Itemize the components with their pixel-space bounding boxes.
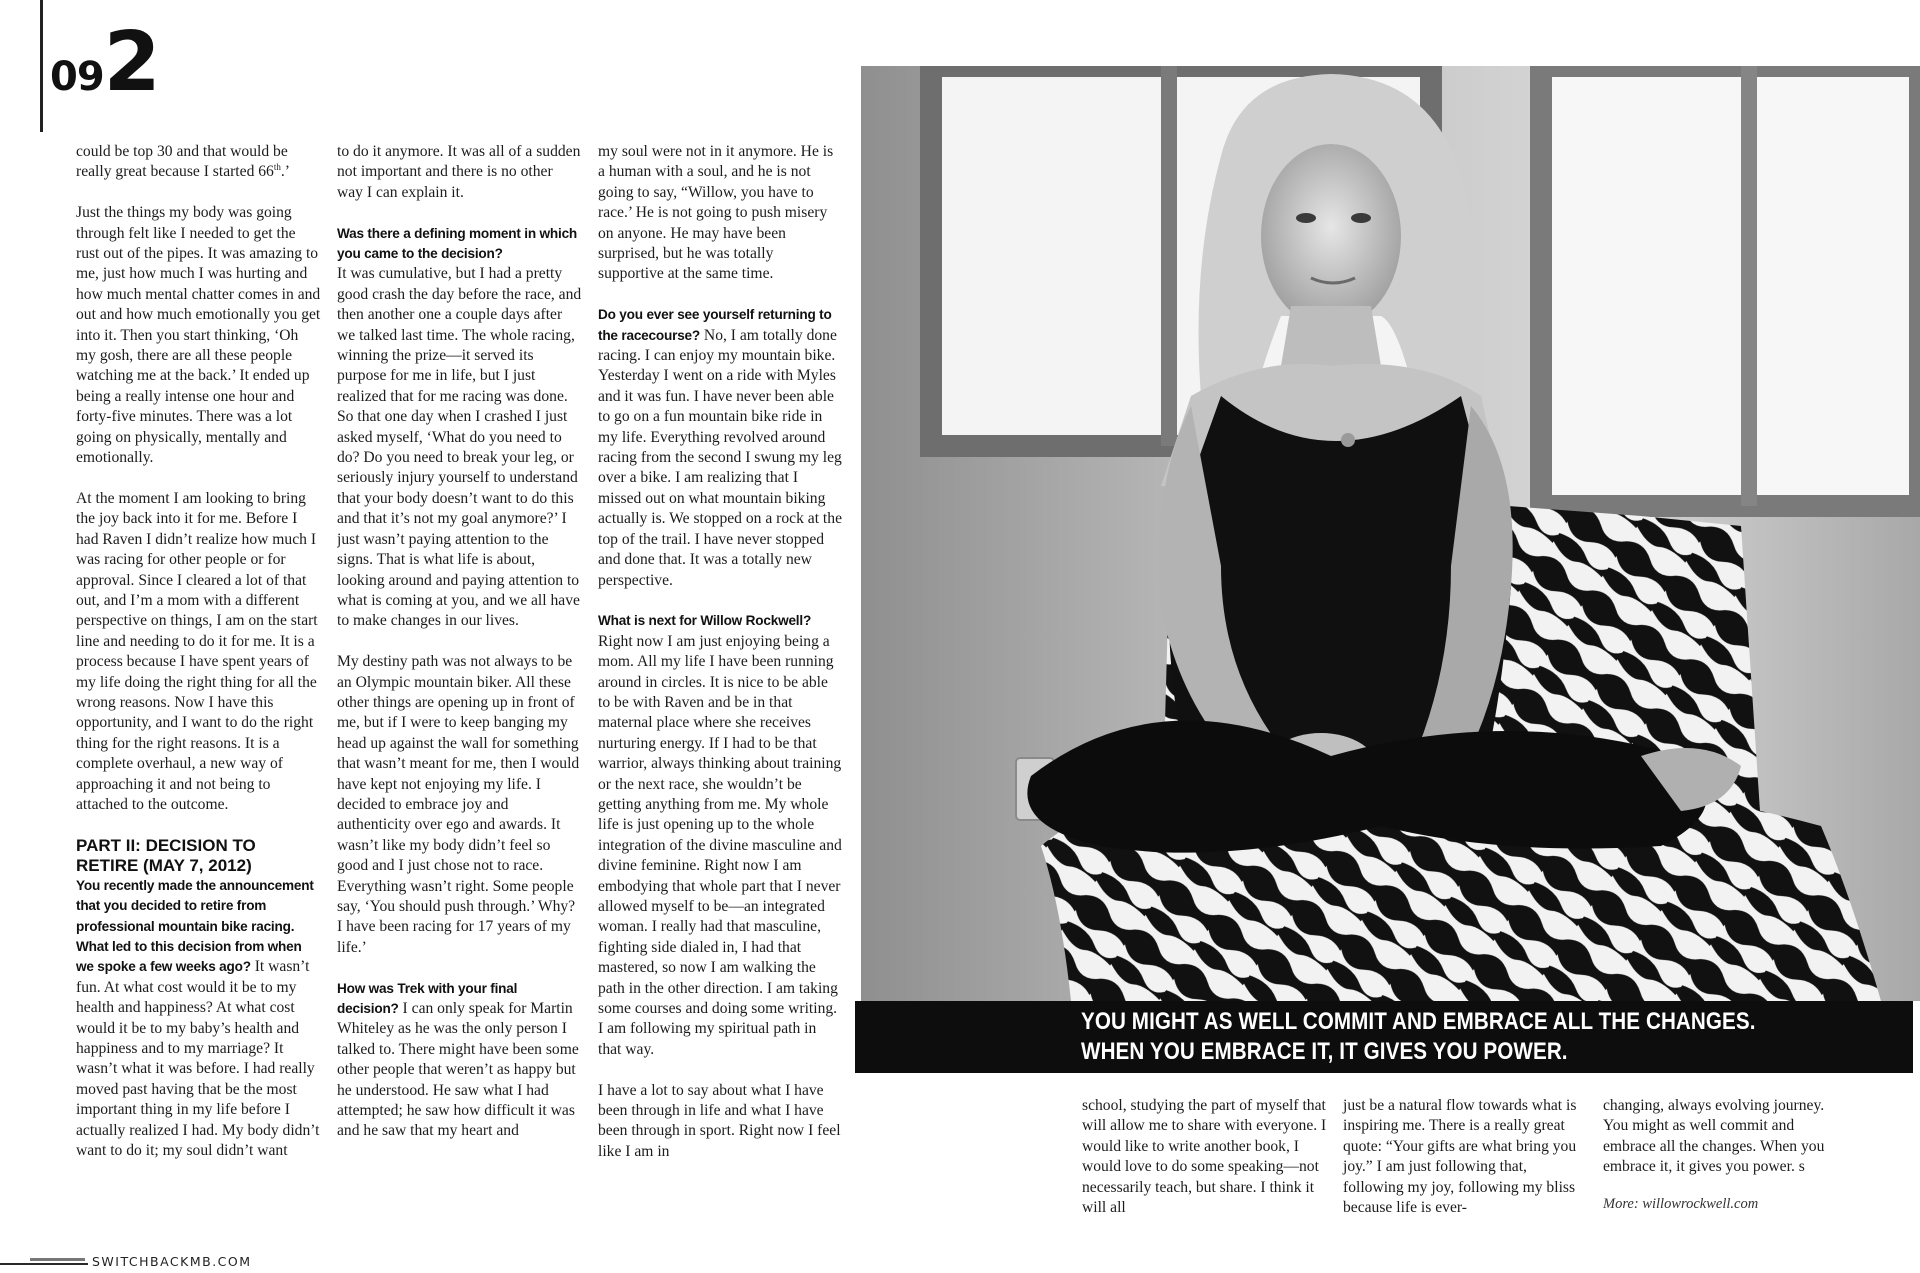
footer-rule	[0, 1263, 88, 1265]
question: What is next for Willow Rockwell?	[598, 613, 812, 629]
article-column-2	[337, 142, 582, 1222]
pendant	[1341, 433, 1355, 447]
page-number-rule	[40, 0, 43, 132]
portrait-illustration	[861, 66, 1920, 1001]
page-number-digit: 2	[103, 15, 158, 110]
qa-block	[598, 611, 843, 1060]
article-column-1	[76, 142, 321, 1222]
question: How was Trek with your final decision?	[337, 980, 518, 1017]
paragraph: I have a lot to say about what I have been through in life and what I have been through in sport. Right now I feel like I am in	[598, 1081, 841, 1160]
paragraph: My destiny path was not always to be an Olympic mountain biker. All these other things are opening up in front of me, but if I were to keep banging my head up against the wall for something that wasn’t meant for me, then I would have kept not enjoying my life. I decided to embrace joy and authenticity over ego and awards. It wasn’t like my body didn’t feel so good and I just chose not to race. Everything wasn’t right. Some people say, ‘You should push through.’ Why? I have been racing for 17 years of my life.’	[337, 653, 580, 956]
answer: Right now I am just enjoying being a mom. All my life I have been running around in circles. It is nice to be able to be with Raven and be in that maternal place where she receives nurturing energy. If I had to be that warrior, always thinking about training or the next race, she wouldn’t be getting anything from me. My whole life is just opening up to the whole integration of the divine masculine and divine feminine. Right now I am embodying that whole part that I never allowed myself to be—an integrated woman. I really had that masculine, fighting side dialed in, I had that mastered, so now I am walking the path in the other direction. I am taking some courses and doing some writing. I am following my spiritual path in that way.	[598, 632, 842, 1058]
qa-block	[598, 305, 843, 591]
pull-quote-line-1: YOU MIGHT AS WELL COMMIT AND EMBRACE ALL THE CHANGES.	[1081, 1008, 1756, 1035]
question: Do you ever see yourself returning to the racecourse?	[598, 307, 832, 343]
footer	[0, 1255, 260, 1269]
pull-quote-line-2: WHEN YOU EMBRACE IT, IT GIVES YOU POWER.	[1081, 1038, 1568, 1065]
paragraph: to do it anymore. It was all of a sudden not important and there is no other way I can explain it.	[337, 143, 581, 201]
section-heading: PART II: DECISION TO RETIRE (MAY 7, 2012)	[76, 835, 256, 875]
answer: No, I am totally done racing. I can enjoy my mountain bike. Yesterday I went on a ride with Myles and it was fun. I have never been able to go on a fun mountain bike ride in my life. Everything revolved around racing from the second I swung my leg over a bike. I am realizing that I missed out on what mountain biking actually is. We stopped on a rock at the top of the trail. I have never stopped and done that. It was a totally new perspective.	[598, 326, 842, 589]
window-right	[1541, 66, 1920, 506]
article-column-3	[598, 142, 843, 1222]
answer: It was cumulative, but I had a pretty good crash the day before the race, and then another one a couple days after we talked last time. The whole racing, winning the prize—it served its purpose for me in life, but I just realized that for me racing was done. So that one day when I crashed I just asked myself, ‘What do you need to do? Do you need to break your leg, or seriously injury yourself to understand that your body doesn’t want to do this and that it’s not my goal anymore?’ I just wasn’t paying attention to the signs. That is what life is about, looking around and paying attention to what is coming at you, and we all have to make changes in our lives.	[337, 265, 582, 630]
page-number	[50, 15, 158, 110]
qa-block	[337, 979, 582, 1142]
bottom-column-2: just be a natural flow towards what is inspiring me. There is a really great quote: “Your gifts are what bring you joy.” I am just following that, following my joy, following my bliss because life is ever-	[1343, 1097, 1577, 1217]
question: Was there a defining moment in which you came to the decision?	[337, 225, 578, 262]
end-mark: s	[1798, 1158, 1805, 1176]
answer: It wasn’t fun. At what cost would it be to my health and happiness? At what cost would it be to my baby’s health and happiness and to my marriage? It wasn’t what it was before. I had really moved past having that be the most important thing in my life before I actually realized I had. My body didn’t want to do it; my soul didn’t want	[76, 958, 320, 1160]
footer-site-name: SWITCHBACKMB.COM	[92, 1254, 252, 1269]
page-number-prefix: 09	[50, 54, 104, 100]
footer-rule-accent	[30, 1258, 85, 1261]
pull-quote-band	[855, 1001, 1913, 1073]
more-link[interactable]: More: willowrockwell.com	[1603, 1195, 1759, 1212]
bottom-column-1: school, studying the part of myself that will allow me to share with everyone. I would like to write another book, I would love to do some speaking—not necessarily teach, but share. I think it will all	[1082, 1097, 1327, 1217]
portrait-photo	[861, 66, 1920, 1001]
paragraph: Just the things my body was going through felt like I needed to get the rust out of the pipes. It was amazing to me, just how much I was hurting and how much mental chatter comes in and out and how much emotionally you get into it. Then you start thinking, ‘Oh my gosh, there are all these people watching me at the back.’ It ended up being a really intense one hour and forty-five minutes. There was a lot going on physically, mentally and emotionally.	[76, 204, 321, 467]
face	[1261, 144, 1401, 328]
paragraph-text: could be top 30 and that would be really great because I started 66	[76, 143, 288, 181]
question: You recently made the announcement that you decided to retire from professional mountain bike racing. What led to this decision from when we spoke a few weeks ago?	[76, 877, 314, 975]
paragraph: At the moment I am looking to bring the joy back into it for me. Before I had Raven I didn’t realize how much I was racing for other people or for approval. Since I cleared a lot of that out, and I’m a mom with a different perspective on things, I am on the start line and needing to do it for me. It is a process because I have spent years of my life doing the right thing for all the wrong reasons. Now I have this opportunity, and I want to do the right thing for the right reasons. It is a complete overhaul, a new way of approaching it and not being to attached to the outcome.	[76, 489, 318, 813]
paragraph-text-end: .’	[280, 163, 290, 181]
closing-paragraph: changing, always evolving journey. You might as well commit and embrace all the changes. When you embrace it, it gives you power.	[1603, 1097, 1825, 1176]
paragraph	[76, 142, 321, 183]
bottom-column-3	[1603, 1096, 1848, 1214]
qa-block	[337, 224, 582, 632]
paragraph: my soul were not in it anymore. He is a human with a soul, and he is not going to say, “Willow, you have to race.’ He is not going to push misery on anyone. He may have been surprised, but he was totally supportive at the same time.	[598, 143, 834, 283]
answer: I can only speak for Martin Whiteley as he was the only person I talked to. There might have been some other people that weren’t as happy but he understood. He saw what I had attempted; he saw how difficult it was and he saw that my heart and	[337, 1000, 579, 1140]
qa-block	[76, 876, 321, 1162]
superscript: th	[273, 162, 281, 173]
